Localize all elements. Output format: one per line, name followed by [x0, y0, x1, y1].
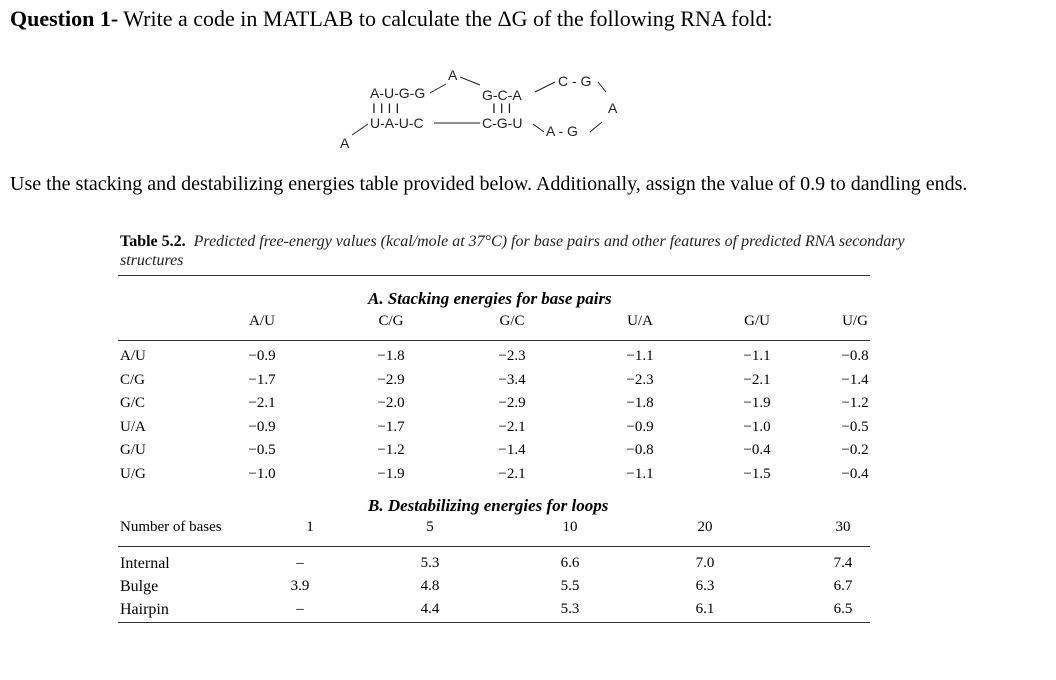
- stack-cell: −1.9: [377, 465, 405, 482]
- loops-cell: 3.9: [290, 578, 310, 594]
- stack-cell: −2.9: [377, 371, 405, 388]
- fold-hairpin-right: A: [608, 100, 618, 116]
- stack-col-header: G/U: [744, 313, 770, 329]
- loops-cell: 6.7: [833, 578, 853, 594]
- loops-col-header: 5: [426, 519, 434, 535]
- stacking-header-rule: [118, 340, 870, 341]
- fold-hairpin-line-1: [535, 82, 555, 92]
- stack-cell: −1.9: [743, 395, 771, 411]
- loops-title: B. Destabilizing energies for loops: [368, 496, 609, 515]
- stack-cell: −2.1: [498, 465, 526, 482]
- stack-cell: −2.1: [248, 395, 276, 411]
- stack-row-label: U/A: [120, 418, 146, 435]
- stack-cell: −0.5: [841, 418, 869, 435]
- stack-cell: −2.3: [498, 348, 526, 364]
- stacking-title: A. Stacking energies for base pairs: [368, 289, 612, 308]
- stack-cell: −1.5: [743, 465, 771, 482]
- fold-hairpin-top: C - G: [558, 73, 592, 89]
- stack-cell: −1.0: [248, 465, 276, 482]
- loops-cell: 4.4: [420, 601, 440, 617]
- table-bottom-rule: [118, 622, 870, 623]
- fold-dangle-line: [352, 124, 368, 135]
- stack-cell: −0.5: [248, 442, 276, 458]
- fold-hairpin-bottom: A - G: [546, 123, 578, 139]
- stack-cell: −2.9: [498, 395, 526, 411]
- stack-cell: −1.2: [841, 395, 869, 411]
- fold-bonds-right: I I I: [492, 100, 512, 116]
- fold-hairpin-line-4: [590, 122, 602, 132]
- rna-fold-diagram: [330, 62, 650, 157]
- fold-mid-top: G-C-A: [482, 87, 522, 103]
- stack-cell: −2.1: [743, 371, 771, 388]
- stack-cell: −0.4: [841, 465, 869, 482]
- stack-cell: −1.2: [377, 442, 405, 458]
- stack-cell: −1.8: [626, 395, 654, 411]
- loops-col-header: 30: [835, 519, 851, 535]
- stack-cell: −0.9: [248, 418, 276, 435]
- table-caption: [120, 232, 910, 270]
- stack-row-label: A/U: [120, 348, 146, 364]
- loops-cell: 6.1: [695, 601, 715, 617]
- stack-row-label: G/U: [120, 442, 146, 458]
- loops-cell: 6.5: [833, 601, 853, 617]
- fold-hairpin-line-3: [533, 124, 544, 132]
- loops-cell: 6.3: [695, 578, 715, 594]
- stack-cell: −1.1: [626, 465, 654, 482]
- fold-loop-line-left: [430, 84, 446, 93]
- loops-cell: 5.3: [560, 601, 580, 617]
- stack-col-header: U/A: [627, 313, 653, 329]
- stack-cell: −0.2: [841, 442, 869, 458]
- fold-dangling-end: A: [340, 135, 350, 151]
- caption-rule: [118, 275, 870, 276]
- loops-row-label: Bulge: [120, 578, 159, 595]
- loops-cell: 6.6: [560, 555, 580, 571]
- stack-cell: −1.1: [743, 348, 771, 364]
- loops-row-label: Internal: [120, 555, 170, 572]
- stack-cell: −0.8: [626, 442, 654, 458]
- loops-cell: 4.8: [420, 578, 440, 594]
- stack-cell: −2.1: [498, 418, 526, 435]
- fold-bottom-strand: U-A-U-C: [370, 115, 424, 131]
- fold-mid-bottom: C-G-U: [482, 115, 523, 131]
- loops-col-header: 10: [562, 519, 578, 535]
- loops-cell: 7.0: [695, 555, 715, 571]
- stack-cell: −1.8: [377, 348, 405, 364]
- loops-cell: 7.4: [833, 555, 853, 571]
- loops-row-label: Hairpin: [120, 601, 169, 618]
- stack-cell: −0.4: [743, 442, 771, 458]
- stack-cell: −2.3: [626, 371, 654, 388]
- stack-cell: −1.7: [377, 418, 405, 435]
- fold-bonds-left: I I I I: [372, 100, 400, 116]
- table-label: Table 5.2.: [120, 233, 186, 250]
- stack-col-header: C/G: [378, 313, 404, 329]
- loops-col-header: 1: [306, 519, 314, 535]
- stack-cell: −1.7: [248, 371, 276, 388]
- loops-col-header: 20: [697, 519, 713, 535]
- loops-header-label: Number of bases: [120, 519, 222, 535]
- table-caption-text: Predicted free-energy values (kcal/mole at 37°C) for base pairs and other features of predicted RNA secondary structures: [120, 233, 905, 269]
- loops-cell: –: [296, 601, 304, 617]
- question-text: Write a code in MATLAB to calculate the ΔG of the following RNA fold:: [118, 6, 773, 31]
- stack-cell: −1.4: [841, 371, 869, 388]
- stack-col-header: A/U: [249, 313, 275, 329]
- fold-loop-top: A: [448, 67, 458, 83]
- stack-cell: −0.8: [841, 348, 869, 364]
- stack-cell: −1.4: [498, 442, 526, 458]
- stack-col-header: U/G: [842, 313, 868, 329]
- fold-loop-line-right: [460, 77, 480, 85]
- question-label: Question 1-: [10, 6, 119, 31]
- fold-top-strand: A-U-G-G: [370, 85, 426, 101]
- stack-row-label: U/G: [120, 465, 146, 482]
- stack-cell: −1.1: [626, 348, 654, 364]
- loops-cell: 5.5: [560, 578, 580, 594]
- loops-cell: 5.3: [420, 555, 440, 571]
- loops-cell: –: [296, 555, 304, 571]
- stack-cell: −1.0: [743, 418, 771, 435]
- stack-col-header: G/C: [499, 313, 525, 329]
- question-heading: [10, 6, 773, 32]
- instructions: Use the stacking and destabilizing energies table provided below. Additionally, assign the value of 0.9 to dandling ends.: [10, 173, 968, 195]
- stack-cell: −0.9: [248, 348, 276, 364]
- loops-header-rule: [118, 546, 870, 547]
- stack-cell: −2.0: [377, 395, 405, 411]
- stack-row-label: C/G: [120, 371, 146, 388]
- stack-cell: −0.9: [626, 418, 654, 435]
- stack-row-label: G/C: [120, 395, 146, 411]
- stack-cell: −3.4: [498, 371, 526, 388]
- fold-hairpin-line-2: [598, 82, 606, 92]
